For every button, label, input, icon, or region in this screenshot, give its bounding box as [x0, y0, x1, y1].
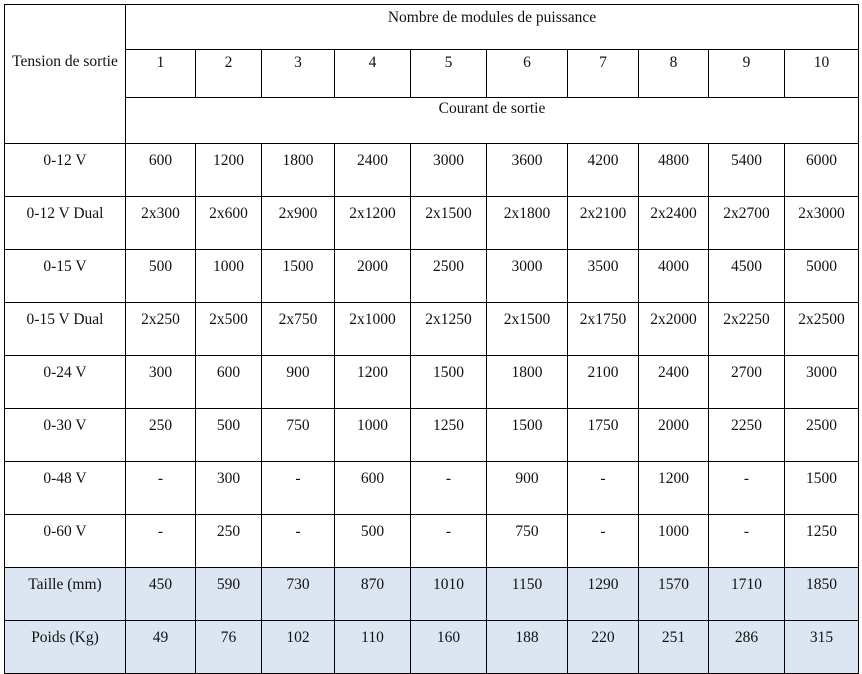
table-cell: 110: [335, 621, 411, 674]
table-cell: 1800: [487, 356, 568, 409]
table-cell: 6000: [785, 144, 859, 197]
table-cell: 315: [785, 621, 859, 674]
table-cell: 2x600: [196, 197, 262, 250]
column-header: 6: [487, 50, 568, 98]
table-cell: 4200: [568, 144, 639, 197]
table-cell: 1500: [262, 250, 335, 303]
table-cell: 4800: [639, 144, 709, 197]
column-header: 9: [709, 50, 785, 98]
table-cell: 450: [126, 568, 196, 621]
table-cell: 1500: [785, 462, 859, 515]
table-cell: 2500: [411, 250, 487, 303]
table-cell: 286: [709, 621, 785, 674]
table-cell: 750: [487, 515, 568, 568]
table-cell: 3500: [568, 250, 639, 303]
table-cell: -: [411, 462, 487, 515]
table-cell: 2x2250: [709, 303, 785, 356]
row-label: 0-48 V: [5, 462, 126, 515]
table-cell: 2x500: [196, 303, 262, 356]
table-cell: 2x2100: [568, 197, 639, 250]
table-cell: 49: [126, 621, 196, 674]
table-row: [5, 144, 859, 197]
table-cell: 2x2500: [785, 303, 859, 356]
table-cell: 1850: [785, 568, 859, 621]
table-cell: 600: [126, 144, 196, 197]
table-cell: 102: [262, 621, 335, 674]
table-cell: -: [126, 515, 196, 568]
table-cell: 2x1200: [335, 197, 411, 250]
table-cell: -: [568, 515, 639, 568]
table-cell: 4500: [709, 250, 785, 303]
table-cell: 1500: [411, 356, 487, 409]
table-cell: 2000: [639, 409, 709, 462]
table-cell: 2x1750: [568, 303, 639, 356]
table-cell: 870: [335, 568, 411, 621]
table-cell: 1710: [709, 568, 785, 621]
table-cell: 1250: [411, 409, 487, 462]
table-cell: 1200: [196, 144, 262, 197]
column-header: 3: [262, 50, 335, 98]
table-cell: 1010: [411, 568, 487, 621]
table-cell: 2x3000: [785, 197, 859, 250]
row-label: 0-60 V: [5, 515, 126, 568]
row-label: 0-24 V: [5, 356, 126, 409]
table-cell: 2100: [568, 356, 639, 409]
table-cell: 220: [568, 621, 639, 674]
row-label: 0-12 V: [5, 144, 126, 197]
table-cell: 1800: [262, 144, 335, 197]
table-cell: 2x1500: [411, 197, 487, 250]
table-cell: 1150: [487, 568, 568, 621]
table-cell: 2x300: [126, 197, 196, 250]
table-cell: 2x2000: [639, 303, 709, 356]
row-label: 0-12 V Dual: [5, 197, 126, 250]
row-label: 0-30 V: [5, 409, 126, 462]
column-header: 8: [639, 50, 709, 98]
table-cell: 250: [196, 515, 262, 568]
column-header: 10: [785, 50, 859, 98]
table-cell: 1250: [785, 515, 859, 568]
table-cell: 160: [411, 621, 487, 674]
table-cell: 3600: [487, 144, 568, 197]
table-cell: -: [411, 515, 487, 568]
table-cell: 1570: [639, 568, 709, 621]
table-row: [5, 515, 859, 568]
table-cell: 730: [262, 568, 335, 621]
table-row: [5, 621, 859, 674]
table-cell: 76: [196, 621, 262, 674]
table-row: [5, 409, 859, 462]
table-cell: 1200: [639, 462, 709, 515]
table-cell: 750: [262, 409, 335, 462]
table-cell: 2250: [709, 409, 785, 462]
table-cell: 900: [262, 356, 335, 409]
table-cell: 188: [487, 621, 568, 674]
table-cell: 2x1800: [487, 197, 568, 250]
table-cell: 1750: [568, 409, 639, 462]
table-cell: 1000: [196, 250, 262, 303]
power-module-table: [4, 4, 859, 674]
table-cell: 2x2400: [639, 197, 709, 250]
table-cell: 600: [335, 462, 411, 515]
table-cell: -: [709, 515, 785, 568]
table-cell: 300: [126, 356, 196, 409]
table-cell: 600: [196, 356, 262, 409]
column-header: 7: [568, 50, 639, 98]
row-label: 0-15 V: [5, 250, 126, 303]
group-header: Nombre de modules de puissance: [126, 5, 859, 50]
table-cell: 251: [639, 621, 709, 674]
table-cell: 300: [196, 462, 262, 515]
table-cell: 250: [126, 409, 196, 462]
table-cell: 1000: [335, 409, 411, 462]
table-cell: -: [262, 462, 335, 515]
table-cell: -: [126, 462, 196, 515]
table-cell: 3000: [411, 144, 487, 197]
table-row: [5, 356, 859, 409]
table-cell: 2700: [709, 356, 785, 409]
table-cell: 500: [126, 250, 196, 303]
table-cell: 2x1250: [411, 303, 487, 356]
table-cell: 1290: [568, 568, 639, 621]
table-cell: 2x2700: [709, 197, 785, 250]
table-cell: 2500: [785, 409, 859, 462]
table-cell: -: [262, 515, 335, 568]
row-label: Taille (mm): [5, 568, 126, 621]
table-row: [5, 197, 859, 250]
table-row: [5, 462, 859, 515]
table-cell: 3000: [487, 250, 568, 303]
sub-header: Courant de sortie: [126, 98, 859, 144]
table-row: [5, 250, 859, 303]
table-cell: 2x1500: [487, 303, 568, 356]
table-cell: 1500: [487, 409, 568, 462]
table-row: [5, 303, 859, 356]
table-cell: -: [568, 462, 639, 515]
table-cell: 900: [487, 462, 568, 515]
table-cell: 2x250: [126, 303, 196, 356]
column-header: 2: [196, 50, 262, 98]
table-cell: -: [709, 462, 785, 515]
table-cell: 2x1000: [335, 303, 411, 356]
corner-header: Tension de sortie: [5, 5, 126, 144]
table-cell: 5000: [785, 250, 859, 303]
table-cell: 590: [196, 568, 262, 621]
table-cell: 4000: [639, 250, 709, 303]
table-cell: 5400: [709, 144, 785, 197]
row-label: Poids (Kg): [5, 621, 126, 674]
table-cell: 3000: [785, 356, 859, 409]
table-cell: 500: [335, 515, 411, 568]
table-cell: 1000: [639, 515, 709, 568]
column-header: 5: [411, 50, 487, 98]
table-cell: 2400: [639, 356, 709, 409]
column-header: 1: [126, 50, 196, 98]
table-cell: 2400: [335, 144, 411, 197]
table-cell: 500: [196, 409, 262, 462]
table-cell: 1200: [335, 356, 411, 409]
table-cell: 2x750: [262, 303, 335, 356]
table-row: [5, 568, 859, 621]
column-header: 4: [335, 50, 411, 98]
row-label: 0-15 V Dual: [5, 303, 126, 356]
column-number-row: [5, 50, 859, 98]
table-cell: 2x900: [262, 197, 335, 250]
table-cell: 2000: [335, 250, 411, 303]
